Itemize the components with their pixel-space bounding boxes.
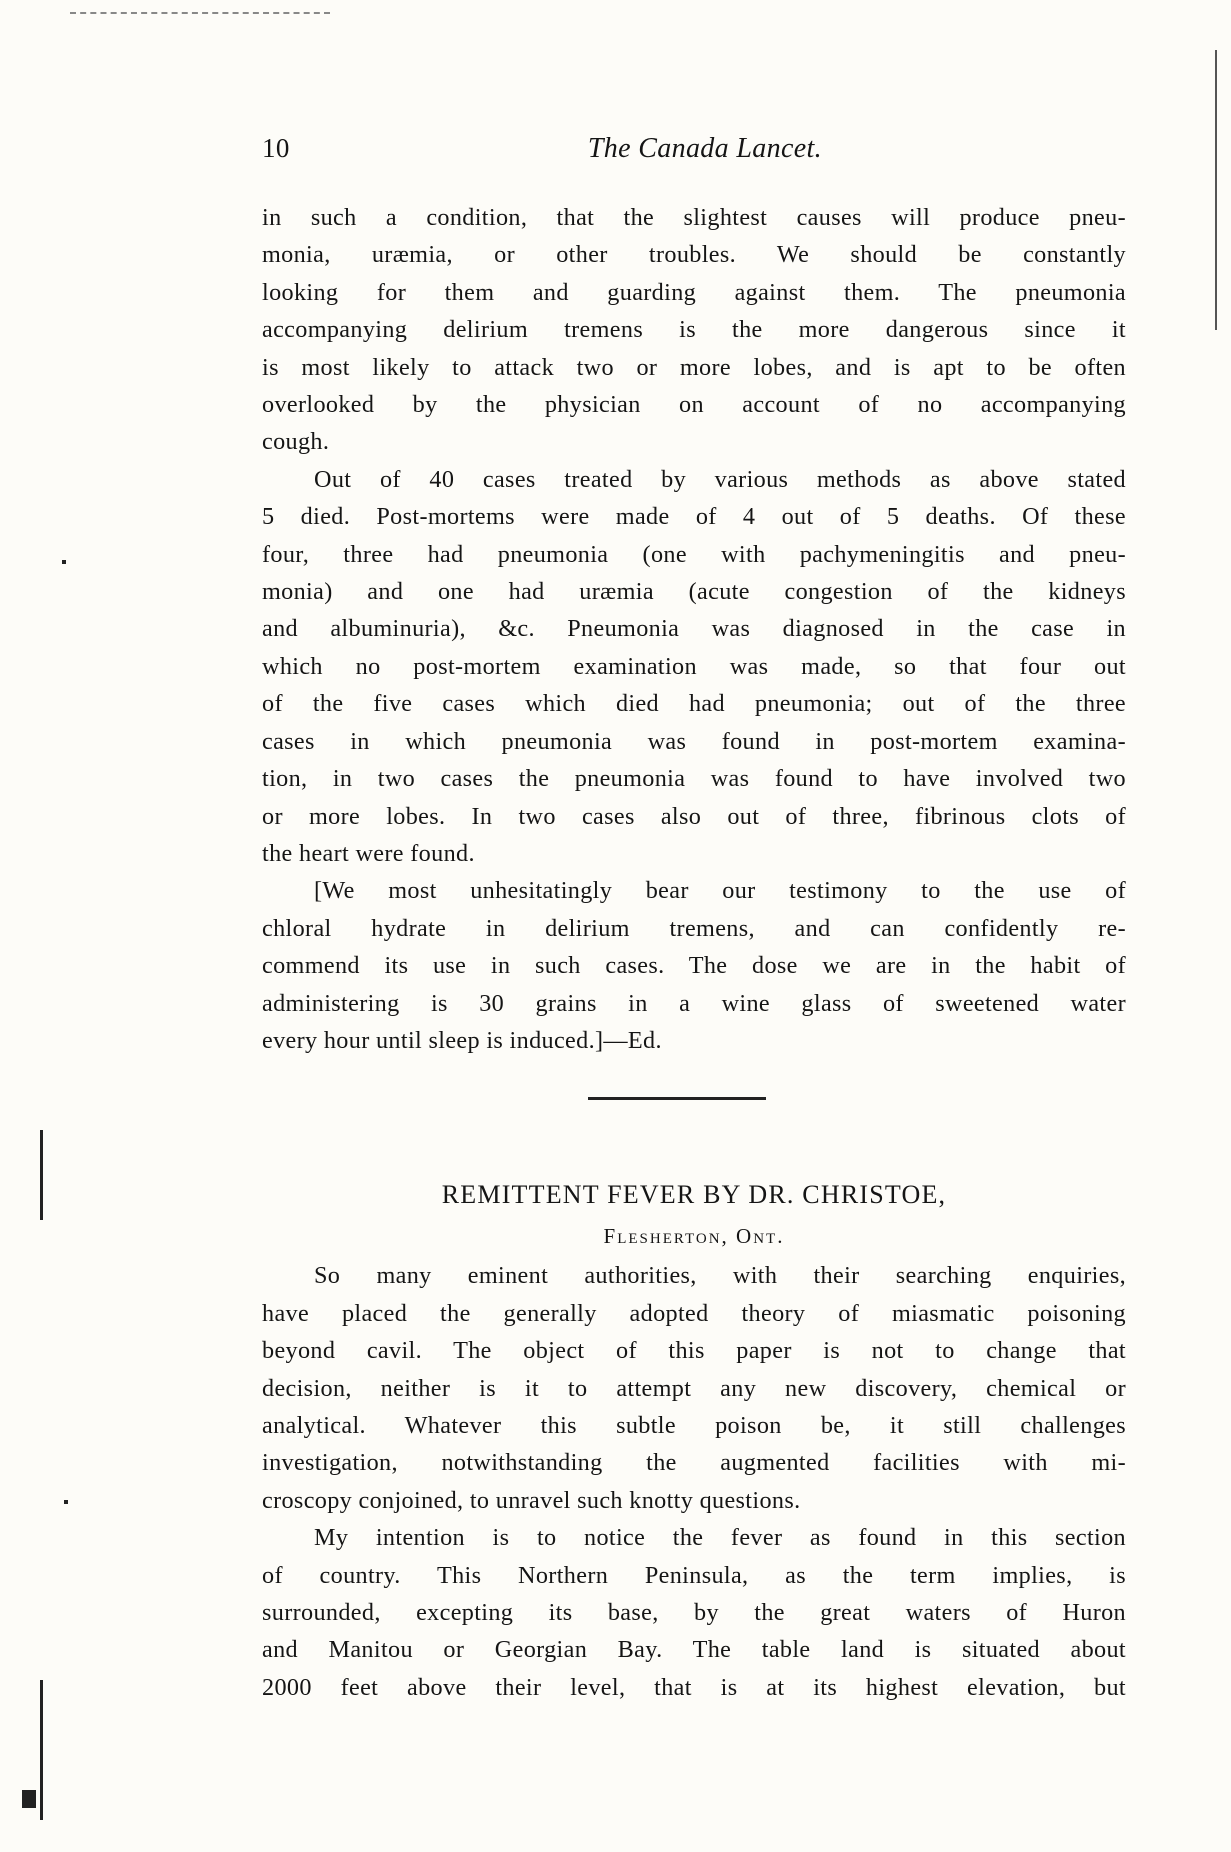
text-line: tion, in two cases the pneumonia was found to have involved two [262,765,1126,793]
text-column [262,130,1126,1706]
text-line: surrounded, excepting its base, by the great waters of Huron [262,1599,1126,1626]
text-line: chloral hydrate in delirium tremens, and can confidently re- [262,914,1126,942]
text-line: So many eminent authorities, with their searching enquiries, [314,1262,1126,1290]
text-line: the heart were found. [262,839,475,867]
scan-artifact [1215,50,1217,330]
scan-artifact-top [70,12,330,18]
journal-title: The Canada Lancet. [587,133,822,164]
paragraph-1 [262,199,1126,461]
text-line: of the five cases which died had pneumonia; out of the three [262,690,1126,718]
text-line: or more lobes. In two cases also out of three, fibrinous clots of [262,802,1126,830]
text-line: beyond cavil. The object of this paper is not to change that [262,1337,1126,1365]
text-line: of country. This Northern Peninsula, as the term implies, is [262,1561,1126,1589]
paragraph-4 [262,1257,1126,1519]
scan-artifact [64,1500,68,1504]
text-line: administering is 30 grains in a wine glass of sweetened water [262,989,1126,1017]
divider-rule [588,1097,766,1100]
text-line: monia, uræmia, or other troubles. We should be constantly [262,241,1126,269]
text-line: four, three had pneumonia (one with pachymeningitis and pneu- [262,540,1126,568]
text-line: in such a condition, that the slightest causes will produce pneu- [262,204,1126,231]
text-line: and albuminuria), &c. Pneumonia was diagnosed in the case in [262,615,1126,643]
text-line: which no post-mortem examination was made, so that four out [262,652,1126,680]
scan-artifact [62,560,66,564]
editor-note [262,872,1126,1059]
text-line: have placed the generally adopted theory of miasmatic poisoning [262,1299,1126,1327]
text-line: croscopy conjoined, to unravel such knotty questions. [262,1486,801,1514]
section-divider [262,1059,1126,1177]
paragraph-2 [262,461,1126,872]
scan-artifact [40,1680,43,1820]
text-line: investigation, notwithstanding the augmented facilities with mi- [262,1449,1126,1477]
text-line: overlooked by the physician on account of no accompanying [262,391,1126,419]
text-line: My intention is to notice the fever as found in this section [314,1524,1126,1552]
text-line: is most likely to attack two or more lobes, and is apt to be often [262,353,1126,381]
text-line: [We most unhesitatingly bear our testimony to the use of [314,877,1126,905]
article-heading: REMITTENT FEVER BY DR. CHRISTOE, [441,1180,947,1210]
text-line: cough. [262,428,330,456]
text-line: analytical. Whatever this subtle poison be, it still challenges [262,1411,1126,1439]
scan-artifact [40,1130,43,1220]
scan-artifact [22,1790,36,1808]
text-line: and Manitou or Georgian Bay. The table land is situated about [262,1636,1126,1664]
text-line: every hour until sleep is induced.]—Ed. [262,1026,662,1054]
article-location: Flesherton, Ont. [603,1224,785,1249]
text-line: commend its use in such cases. The dose we are in the habit of [262,952,1126,980]
text-line: 5 died. Post-mortems were made of 4 out of 5 deaths. Of these [262,503,1126,531]
paragraph-5 [262,1519,1126,1706]
text-line: Out of 40 cases treated by various methods as above stated [314,465,1126,493]
text-line: 2000 feet above their level, that is at its highest elevation, but [262,1673,1126,1701]
text-line: cases in which pneumonia was found in post-mortem examina- [262,727,1126,755]
text-line: decision, neither is it to attempt any new discovery, chemical or [262,1374,1126,1402]
text-line: monia) and one had uræmia (acute congestion of the kidneys [262,578,1126,606]
text-line: looking for them and guarding against them. The pneumonia [262,278,1126,306]
page-number: 10 [262,133,290,163]
text-line: accompanying delirium tremens is the more dangerous since it [262,316,1126,344]
running-header [262,130,1126,170]
